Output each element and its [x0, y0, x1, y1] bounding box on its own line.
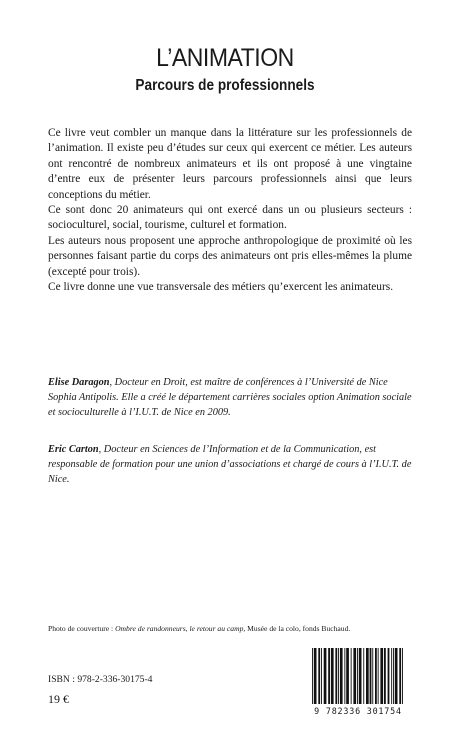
barcode-bar — [314, 648, 317, 704]
barcode-bar — [338, 648, 339, 704]
author-bio-carton — [48, 443, 412, 487]
barcode-bar — [340, 648, 343, 704]
author-description: , Docteur en Droit, est maître de conférences à l’Université de Nice Sophia Antipolis. Elle a créé le département carrières sociales option Animation sociale et socioculturelle à l’I.U.T. de Nice en 2009. — [48, 377, 412, 418]
barcode-bar — [353, 648, 356, 704]
book-title: L’ANIMATION — [156, 44, 294, 72]
barcode-bar — [399, 648, 401, 704]
barcode-bar — [321, 648, 322, 704]
author-name: Elise Daragon — [48, 377, 110, 388]
description-paragraph: Ce livre veut combler un manque dans la littérature sur les professionnels de l’animation. Il existe peu d’études sur ceux qui exercent ce métier. Les auteurs ont rencontré de nombreux animateurs et ils ont proposé à une vingtaine d’entre eux de présenter leurs parcours professionnels ainsi que leurs conceptions du métier. — [48, 127, 412, 201]
barcode-bar — [351, 648, 352, 704]
price: 19 € — [48, 692, 69, 706]
barcode-bar — [346, 648, 349, 704]
barcode-number: 9 782336 301754 — [308, 706, 408, 716]
barcode-bar — [357, 648, 358, 704]
barcode-bars — [308, 648, 408, 708]
photo-credit — [48, 624, 428, 634]
book-subtitle: Parcours de professionnels — [135, 77, 315, 94]
isbn: ISBN : 978-2-336-30175-4 — [48, 674, 153, 685]
photo-credit-work: Ombre de randonneurs, le retour au camp — [115, 624, 244, 633]
book-description — [48, 126, 412, 295]
author-description: , Docteur en Sciences de l’Information et de la Communication, est responsable de formation pour une union d’associations et chargé de cours à l’I.U.T. de Nice. — [48, 444, 412, 485]
barcode-bar — [318, 648, 320, 704]
barcode-bar — [391, 648, 392, 704]
barcode-bar — [335, 648, 337, 704]
barcode-bar — [372, 648, 373, 704]
photo-credit-suffix: , Musée de la colo, fonds Buchaud. — [243, 624, 351, 633]
barcode-bar — [344, 648, 345, 704]
barcode-bar — [402, 648, 403, 704]
barcode-bar — [384, 648, 386, 704]
barcode-bar — [328, 648, 330, 704]
barcode — [308, 648, 408, 718]
barcode-bar — [370, 648, 372, 704]
barcode-bar — [324, 648, 327, 704]
barcode-bar — [395, 648, 398, 704]
barcode-bar — [388, 648, 390, 704]
barcode-bar — [375, 648, 377, 704]
barcode-bar — [359, 648, 362, 704]
barcode-bar — [331, 648, 334, 704]
photo-credit-prefix: Photo de couverture : — [48, 624, 116, 633]
barcode-bar — [312, 648, 313, 704]
barcode-bar — [393, 648, 394, 704]
barcode-bar — [363, 648, 364, 704]
barcode-bar — [378, 648, 379, 704]
description-paragraph: Ce sont donc 20 animateurs qui ont exercé dans un ou plusieurs secteurs : socioculturel, social, tourisme, culturel et formation. — [48, 204, 412, 232]
author-name: Eric Carton — [48, 444, 99, 455]
description-paragraph: Ce livre donne une vue transversale des métiers qu’exercent les animateurs. — [48, 281, 394, 294]
author-bio-daragon — [48, 376, 412, 420]
description-paragraph: Les auteurs nous proposent une approche anthropologique de proximité où les personnes faisant partie du corps des animateurs ont pris elles-mêmes la plume (excepté pour trois). — [48, 234, 412, 278]
barcode-bar — [380, 648, 383, 704]
barcode-bar — [366, 648, 369, 704]
